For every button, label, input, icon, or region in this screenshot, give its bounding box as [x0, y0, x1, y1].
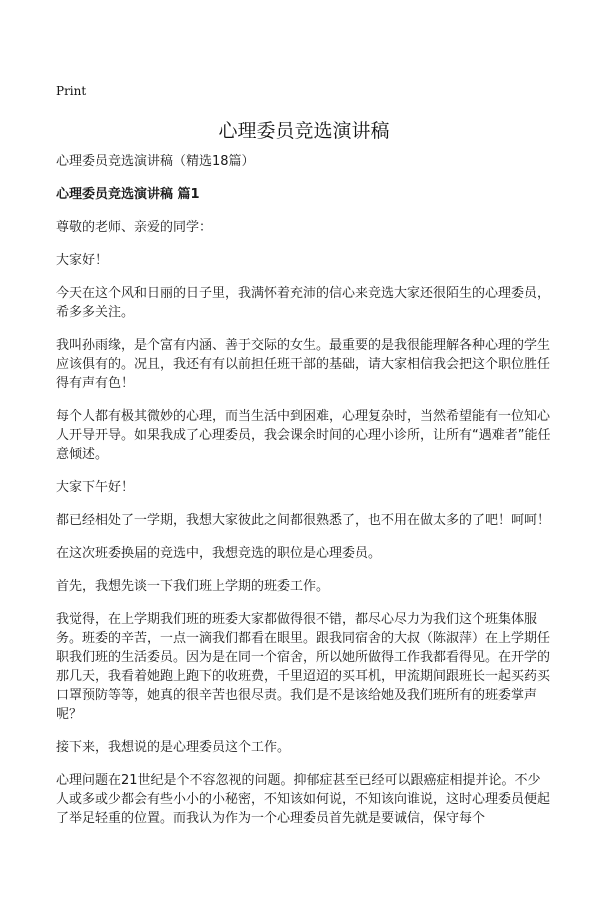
document-subtitle: 心理委员竞选演讲稿（精选18篇） [56, 154, 255, 169]
document-body [56, 152, 552, 842]
paragraph: 尊敬的老师、亲爱的同学： [56, 220, 213, 235]
print-link[interactable]: Print [56, 84, 87, 98]
paragraph: 首先，我想先谈一下我们班上学期的班委工作。 [56, 579, 330, 594]
paragraph: 每个人都有极其微妙的心理，而当生活中到困难，心理复杂时，当然希望能有一位知心人开导开导。如果我成了心理委员，我会课余时间的心理小诊所，让所有“遇难者”能任意倾述。 [56, 409, 551, 462]
paragraph: 今天在这个风和日丽的日子里，我满怀着充沛的信心来竞选大家还很陌生的心理委员，希多多关注。 [56, 286, 551, 320]
paragraph: 我觉得，在上学期我们班的班委大家都做得很不错，都尽心尽力为我们这个班集体服务。班委的辛苦，一点一滴我们都看在眼里。跟我同宿舍的大叔（陈淑萍）在上学期任职我们班的生活委员。因为是在同一个宿舍，所以她所做得工作我都看得见。在开学的那几天，我看着她跑上跑下的收班费，千里迢迢的买耳机，甲流期间跟班长一起买药买口罩预防等等，她真的很辛苦也很尽责。我们是不是该给她及我们班所有的班委掌声呢？ [56, 612, 551, 722]
section-heading: 心理委员竞选演讲稿 篇1 [56, 187, 200, 202]
paragraph: 接下来，我想说的是心理委员这个工作。 [56, 740, 291, 755]
paragraph: 大家下午好！ [56, 480, 135, 495]
page-title: 心理委员竞选演讲稿 [218, 120, 390, 142]
paragraph: 我叫孙雨缘，是个富有内涵、善于交际的女生。最重要的是我很能理解各种心理的学生应该俱有的。况且，我还有有以前担任班干部的基础，请大家相信我会把这个职位胜任得有声有色！ [56, 338, 551, 391]
paragraph: 在这次班委换届的竞选中，我想竞选的职位是心理委员。 [56, 546, 382, 561]
paragraph: 心理问题在21世纪是个不容忽视的问题。抑郁症甚至已经可以跟癌症相提并论。不少人或多或少都会有些小小的小秘密，不知该如何说，不知该向谁说，这时心理委员便起了举足轻重的位置。而我认为作为一个心理委员首先就是要诚信，保守每个 [56, 773, 551, 826]
paragraph: 大家好！ [56, 253, 109, 268]
paragraph: 都已经相处了一学期，我想大家彼此之间都很熟悉了，也不用在做太多的了吧！呵呵！ [56, 513, 551, 528]
